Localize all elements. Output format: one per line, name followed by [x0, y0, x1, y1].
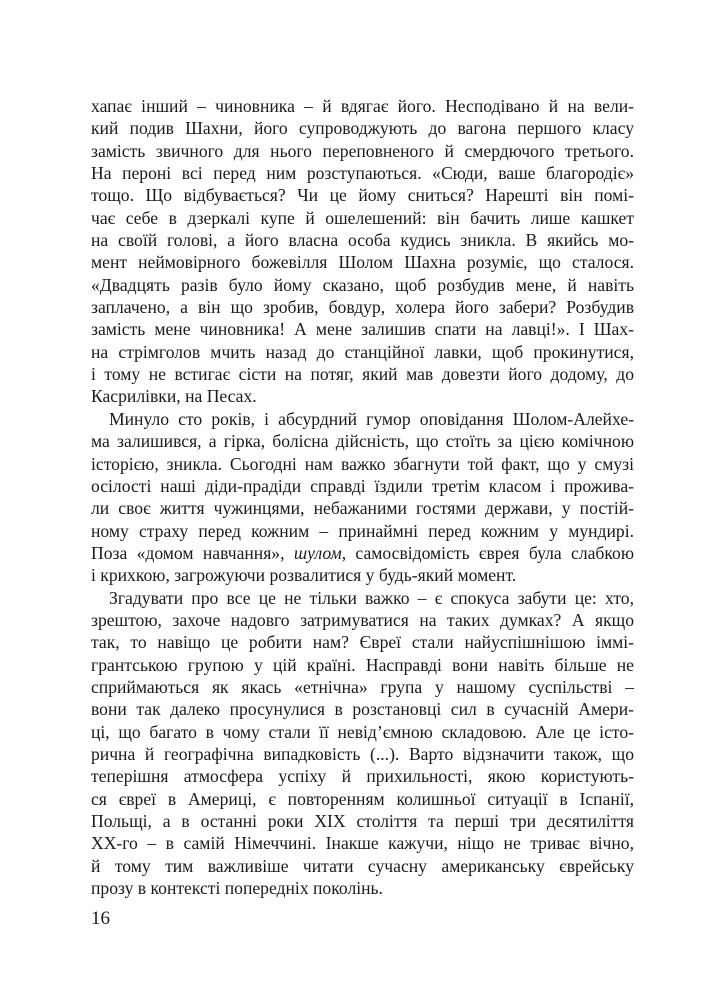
text-line-with-italic	[91, 542, 634, 564]
text-line: хапає інший – чиновника – й вдягає його. Несподівано й на вели-	[91, 96, 634, 116]
text-line: Минуло сто років, і абсурдний гумор оповідання Шолом-Алейхе-	[109, 408, 634, 429]
text-line: історією, зникла. Сьогодні нам важко збагнути той факт, що у смузі	[91, 453, 634, 474]
text-line: грантською групою у цій країні. Насправді вони навіть більше не	[91, 654, 634, 675]
page-number: 16	[91, 908, 110, 929]
text-line: чає себе в дзеркалі купе й ошелешений: він бачить лише кашкет	[91, 207, 634, 228]
text-line: тощо. Що відбувається? Чи це йому сниться? Нарешті він помі-	[91, 185, 634, 206]
text-line: сприймаються як якась «етнічна» група у нашому суспільстві –	[91, 676, 634, 697]
text-line: так, то навіщо це робити нам? Євреї стали найуспішнішою іммі-	[91, 632, 634, 653]
text-segment: Поза «домом навчання»,	[91, 542, 294, 563]
text-line: зрештою, захоче надовго затримуватися на таких думках? А якщо	[91, 609, 634, 630]
text-line: ли своє життя чужинцями, небажаними гостями держави, у постій-	[91, 498, 634, 519]
text-line: на своїй голові, а його власна особа кудись зникла. В якийсь мо-	[91, 230, 634, 251]
paragraph-1	[91, 95, 634, 408]
text-line: рична й географічна випадковість (...). Варто відзначити також, що	[91, 743, 634, 764]
text-line: замість мене чиновника! А мене залишив спати на лавці!». І Шах-	[91, 319, 634, 340]
text-line: замість звичного для нього переповненого й смердючого третього.	[91, 140, 634, 161]
text-line: й тому тим важливіше читати сучасну американську єврейську	[91, 855, 634, 876]
text-line: ся євреї в Америці, є повторенням колишньої ситуації в Іспанії,	[91, 788, 634, 809]
text-line: вони так далеко просунулися в розстановці сил в сучасній Амери-	[91, 699, 634, 720]
italic-term: шулом	[293, 542, 342, 563]
text-line: ма залишився, а гірка, болісна дійсність, що стоїть за цією комічною	[91, 431, 634, 452]
text-line: ному страху перед кожним – принаймні перед кожним у мундирі.	[91, 520, 634, 541]
text-line: На пероні всі перед ним розступаються. «Сюди, ваше благородіє»	[91, 163, 634, 184]
text-line: осілості наші діди-прадіди справді їздили третім класом і прожива-	[91, 475, 634, 496]
text-line: на стрімголов мчить назад до станційної лавки, щоб прокинутися,	[91, 341, 634, 362]
text-line: Польщі, а в останні роки XIX століття та перші три десятиліття	[91, 811, 634, 831]
page-body	[91, 95, 634, 899]
text-line: ці, що багато в чому стали її невід’ємною складовою. Але це істо-	[91, 721, 634, 742]
text-line: «Двадцять разів було йому сказано, щоб розбудив мене, й навіть	[91, 274, 634, 295]
text-line: Згадувати про все це не тільки важко – є спокуса забути це: хто,	[109, 587, 634, 608]
text-line: заплачено, а він що зробив, бовдур, холера його забери? Розбудив	[91, 297, 634, 318]
text-line: теперішня атмосфера успіху й прихильності, якою користують-	[91, 766, 634, 787]
text-line: прозу в контексті попередніх поколінь.	[91, 878, 383, 899]
text-segment: , самосвідомість єврея була слабкою	[341, 542, 634, 563]
text-line: і крихкою, загрожуючи розвалитися у будь-який момент.	[91, 565, 517, 586]
text-line: Касрилівки, на Песах.	[91, 386, 257, 407]
text-line: XX-го – в самій Німеччині. Інакше кажучи, ніщо не триває вічно,	[91, 833, 634, 854]
text-line: і тому не встигає сісти на потяг, який мав довезти його додому, до	[91, 364, 634, 385]
paragraph-2	[91, 408, 634, 587]
paragraph-3	[91, 587, 634, 900]
text-line: кий подив Шахни, його супроводжують до вагона першого класу	[91, 118, 634, 139]
text-line: мент неймовірного божевілля Шолом Шахна розуміє, що сталося.	[91, 252, 634, 273]
